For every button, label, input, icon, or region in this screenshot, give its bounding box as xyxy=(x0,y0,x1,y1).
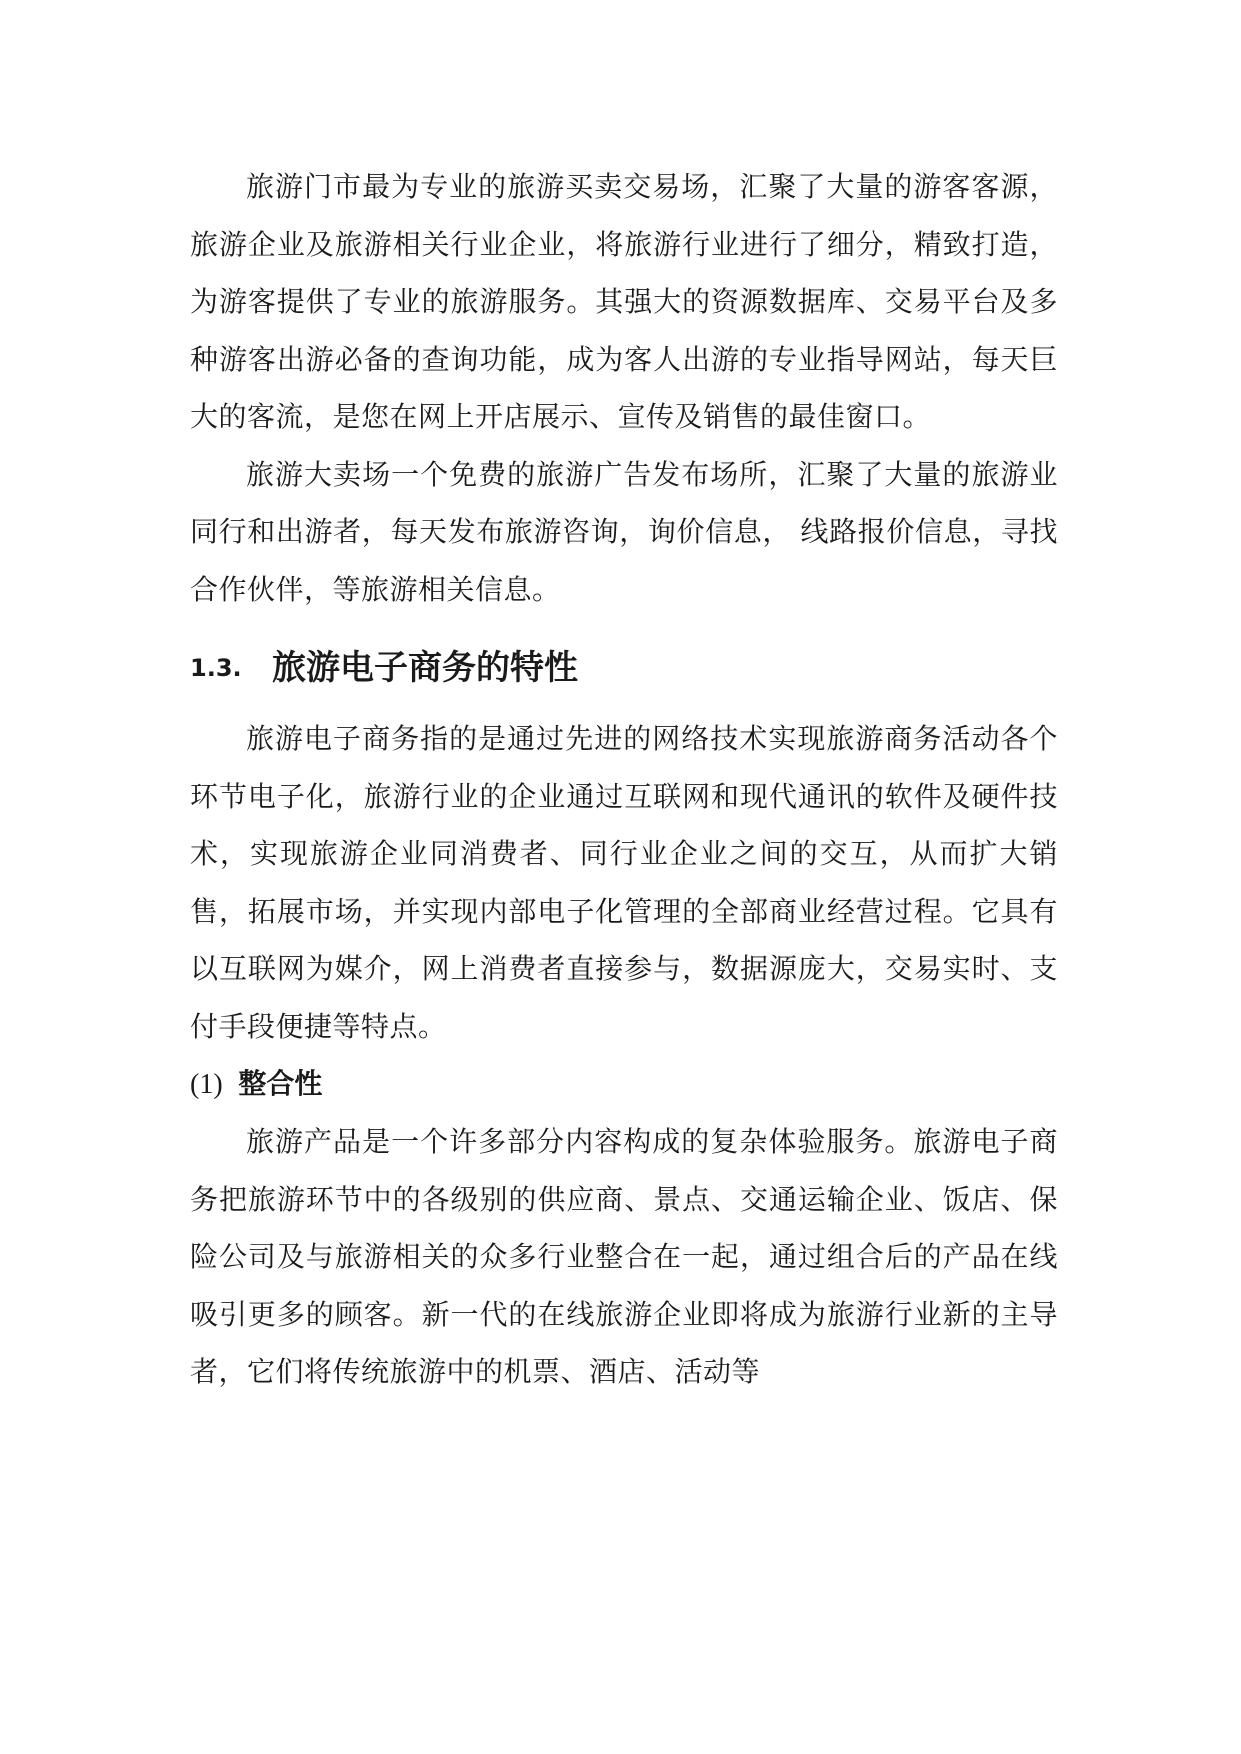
paragraph-travel-store: 旅游门市最为专业的旅游买卖交易场，汇聚了大量的游客客源，旅游企业及旅游相关行业企业，将旅游行业进行了细分，精致打造，为游客提供了专业的旅游服务。其强大的资源数据库、交易平台及多种游客出游必备的查询功能，成为客人出游的专业指导网站，每天巨大的客流，是您在网上开店展示、宣传及销售的最佳窗口。 xyxy=(190,170,1058,433)
section-title: 旅游电子商务的特性 xyxy=(272,648,578,688)
document-body xyxy=(190,158,1058,1401)
paragraph-travel-marketplace: 旅游大卖场一个免费的旅游广告发布场所，汇聚了大量的旅游业同行和出游者，每天发布旅游咨询，询价信息， 线路报价信息，寻找合作伙伴，等旅游相关信息。 xyxy=(190,457,1058,606)
section-heading xyxy=(190,638,1058,698)
subsection-heading xyxy=(190,1055,1058,1113)
paragraph-integration: 旅游产品是一个许多部分内容构成的复杂体验服务。旅游电子商务把旅游环节中的各级别的供应商、景点、交通运输企业、饭店、保险公司及与旅游相关的众多行业整合在一起，通过组合后的产品在线吸引更多的顾客。新一代的在线旅游企业即将成为旅游行业新的主导者，它们将传统旅游中的机票、酒店、活动等 xyxy=(190,1125,1058,1388)
subsection-title: 整合性 xyxy=(238,1067,323,1100)
section-number: 1.3. xyxy=(190,654,242,682)
subsection-number: (1) xyxy=(190,1069,223,1100)
paragraph-section-intro: 旅游电子商务指的是通过先进的网络技术实现旅游商务活动各个环节电子化，旅游行业的企业通过互联网和现代通讯的软件及硬件技术，实现旅游企业同消费者、同行业企业之间的交互，从而扩大销售，拓展市场，并实现内部电子化管理的全部商业经营过程。它具有以互联网为媒介，网上消费者直接参与，数据源庞大，交易实时、支付手段便捷等特点。 xyxy=(190,722,1058,1043)
